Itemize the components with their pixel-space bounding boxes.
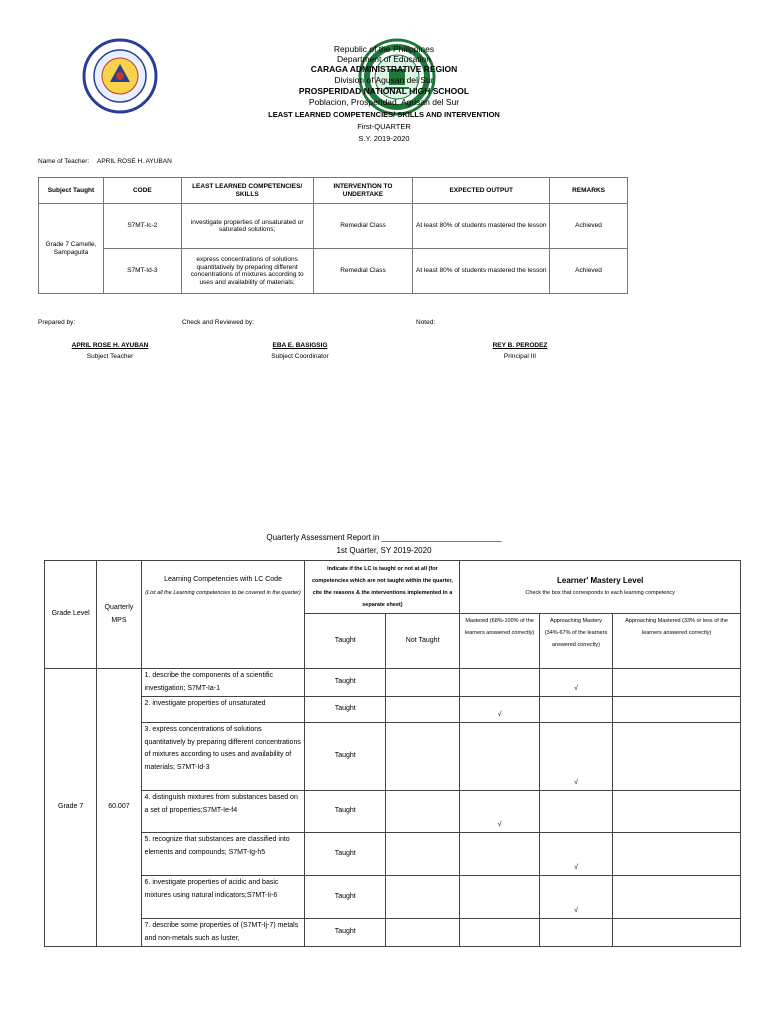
header-mastery: Learner' Mastery Level xyxy=(556,575,644,585)
not-taught-cell xyxy=(385,833,459,876)
taught-cell: Taught xyxy=(305,697,385,723)
taught-cell: Taught xyxy=(305,833,385,876)
mastered-cell xyxy=(460,723,539,791)
header-subject: Subject Taught xyxy=(39,178,104,204)
lc-cell: 6. investigate properties of acidic and basic mixtures using natural indicators;S7MT-Ii-6 xyxy=(141,876,305,919)
header-row-1 xyxy=(45,561,741,614)
prepared-label: Prepared by: xyxy=(38,319,76,326)
checked-role: Subject Coordinator xyxy=(271,353,329,360)
table-row xyxy=(45,697,741,723)
mps-cell: 60.007 xyxy=(97,669,141,947)
lc-cell: 7. describe some properties of (S7MT-Ij-7) metals and non-metals such as luster, xyxy=(141,919,305,947)
intervention-cell: Remedial Class xyxy=(313,204,413,249)
approaching-cell xyxy=(539,669,612,697)
header-line-1: Republic of the Philippines xyxy=(333,44,435,54)
header-mastery-note: Check the box that corresponds to each learning competency xyxy=(525,590,675,597)
lc-rows xyxy=(45,669,741,947)
table-row xyxy=(45,791,741,833)
taught-cell: Taught xyxy=(305,876,385,919)
mastered-cell xyxy=(460,876,539,919)
approaching2-cell xyxy=(613,876,741,919)
header-competencies: LEAST LEARNED COMPETENCIES/ SKILLS xyxy=(181,178,313,204)
lc-cell: 3. express concentrations of solutions quantitatively by preparing different concentrations of mixtures according to uses and availability of materials; S7MT-Id-3 xyxy=(141,723,305,791)
check-mark: √ xyxy=(497,820,502,828)
approaching-cell xyxy=(539,876,612,919)
table-row xyxy=(45,876,741,919)
header-grade-level: Grade Level xyxy=(45,561,97,669)
not-taught-cell xyxy=(385,919,459,947)
header-line-6: Poblacion, Prosperidad, Agusan del Sur xyxy=(308,97,460,107)
grade-cell: Grade 7 xyxy=(45,669,97,947)
header-code: CODE xyxy=(103,178,181,204)
subject-cell: Grade 7 Camelle, Sampaguita xyxy=(39,204,104,294)
noted-label: Noted: xyxy=(416,319,436,326)
header-line-2: Department of Education xyxy=(336,54,432,64)
output-cell: At least 80% of students mastered the lesson xyxy=(413,249,550,294)
table-header-row xyxy=(39,178,628,204)
approaching-cell xyxy=(539,791,612,833)
header-output: EXPECTED OUTPUT xyxy=(413,178,550,204)
not-taught-cell xyxy=(385,791,459,833)
header-mastered: Mastered (68%-100% of the learners answered correctly) xyxy=(460,614,539,669)
not-taught-cell xyxy=(385,876,459,919)
teacher-label: Name of Teacher: xyxy=(38,158,90,165)
check-mark: √ xyxy=(574,863,578,871)
checked-label: Check and Reviewed by: xyxy=(182,319,254,326)
table-row xyxy=(39,249,628,294)
header-taught: Taught xyxy=(305,614,385,669)
code-cell: S7MT-Ic-2 xyxy=(103,204,181,249)
not-taught-cell xyxy=(385,669,459,697)
output-cell: At least 80% of students mastered the lesson xyxy=(413,204,550,249)
lc-cell: 1. describe the components of a scientific investigation; S7MT-Ia-1 xyxy=(141,669,305,697)
checked-name: EBA E. BASIGSIG xyxy=(272,342,328,349)
prepared-name: APRIL ROSE H. AYUBAN xyxy=(71,342,149,349)
lc-cell: 5. recognize that substances are classified into elements and compounds; S7MT-Ig-h5 xyxy=(141,833,305,876)
assessment-table xyxy=(44,560,741,947)
approaching-cell xyxy=(539,697,612,723)
header-mastery-cell xyxy=(460,561,741,614)
mastered-cell xyxy=(460,919,539,947)
check-mark: √ xyxy=(574,906,578,914)
header-remarks: REMARKS xyxy=(550,178,628,204)
header-line-5: PROSPERIDAD NATIONAL HIGH SCHOOL xyxy=(298,86,470,96)
check-mark: √ xyxy=(574,684,578,692)
mastered-cell xyxy=(460,669,539,697)
header-approaching-2: Approaching Mastered (33% or less of the learners answered correctly) xyxy=(613,614,741,669)
prepared-role: Subject Teacher xyxy=(86,353,134,360)
lc-cell: 2. investigate properties of unsaturated xyxy=(141,697,305,723)
approaching2-cell xyxy=(613,669,741,697)
report-title: Quarterly Assessment Report in ___________________________ xyxy=(266,533,502,542)
approaching2-cell xyxy=(613,697,741,723)
header-approaching: Approaching Mastery (34%-67% of the learners answered correctly) xyxy=(539,614,612,669)
competency-cell: express concentrations of solutions quantitatively by preparing different concentrations of mixtures according to uses and availability of materials; xyxy=(181,249,313,294)
taught-cell: Taught xyxy=(305,723,385,791)
not-taught-cell xyxy=(385,723,459,791)
approaching2-cell xyxy=(613,919,741,947)
approaching2-cell xyxy=(613,723,741,791)
header-line-7: LEAST LEARNED COMPETENCIES/ SKILLS AND INTERVENTION xyxy=(268,110,500,119)
not-taught-cell xyxy=(385,697,459,723)
table-row xyxy=(45,669,741,697)
header-lc: Learning Competencies with LC Code xyxy=(164,576,282,583)
table-row xyxy=(45,919,741,947)
teacher-line xyxy=(38,158,172,165)
remarks-cell: Achieved xyxy=(550,204,628,249)
header-lc-note: (List all the Learning competencies to be covered in the quarter) xyxy=(145,589,301,596)
approaching-cell xyxy=(539,919,612,947)
approaching2-cell xyxy=(613,833,741,876)
noted-role: Principal III xyxy=(503,353,537,360)
header-line-8: First-QUARTER xyxy=(357,122,411,131)
header-lc-cell xyxy=(141,561,305,669)
intervention-cell: Remedial Class xyxy=(313,249,413,294)
taught-cell: Taught xyxy=(305,791,385,833)
header-line-9: S.Y. 2019-2020 xyxy=(358,134,410,143)
header-intervention: INTERVENTION TO UNDERTAKE xyxy=(313,178,413,204)
table-row xyxy=(45,833,741,876)
header-mps: Quarterly MPS xyxy=(97,561,141,669)
competency-cell: investigate properties of unsaturated or saturated solutions; xyxy=(181,204,313,249)
approaching2-cell xyxy=(613,791,741,833)
check-mark: √ xyxy=(574,778,578,786)
header-not-taught: Not Taught xyxy=(385,614,459,669)
lc-cell: 4. distinguish mixtures from substances based on a set of properties;S7MT-Ie-f4 xyxy=(141,791,305,833)
least-learned-table xyxy=(38,177,628,294)
approaching-cell xyxy=(539,723,612,791)
mastered-cell xyxy=(460,791,539,833)
taught-cell: Taught xyxy=(305,669,385,697)
noted-name: REY B. PERODEZ xyxy=(492,342,548,349)
remarks-cell: Achieved xyxy=(550,249,628,294)
taught-cell: Taught xyxy=(305,919,385,947)
header-line-3: CARAGA ADMINISTRATIVE REGION xyxy=(310,64,458,74)
teacher-name: APRIL ROSE H. AYUBAN xyxy=(97,158,172,165)
approaching-cell xyxy=(539,833,612,876)
check-mark: √ xyxy=(497,710,502,718)
code-cell: S7MT-Id-3 xyxy=(103,249,181,294)
table-row xyxy=(39,204,628,249)
header-indicate: Indicate if the LC is taught or not at all (for competencies which are not taught within the quarter, cite the reasons & the interventions implemented in a separate sheet) xyxy=(305,561,460,614)
table-row xyxy=(45,723,741,791)
header-line-4: Division of Agusan del Sur xyxy=(334,75,434,85)
report-subtitle: 1st Quarter, SY 2019-2020 xyxy=(336,546,432,555)
mastered-cell xyxy=(460,833,539,876)
mastered-cell xyxy=(460,697,539,723)
